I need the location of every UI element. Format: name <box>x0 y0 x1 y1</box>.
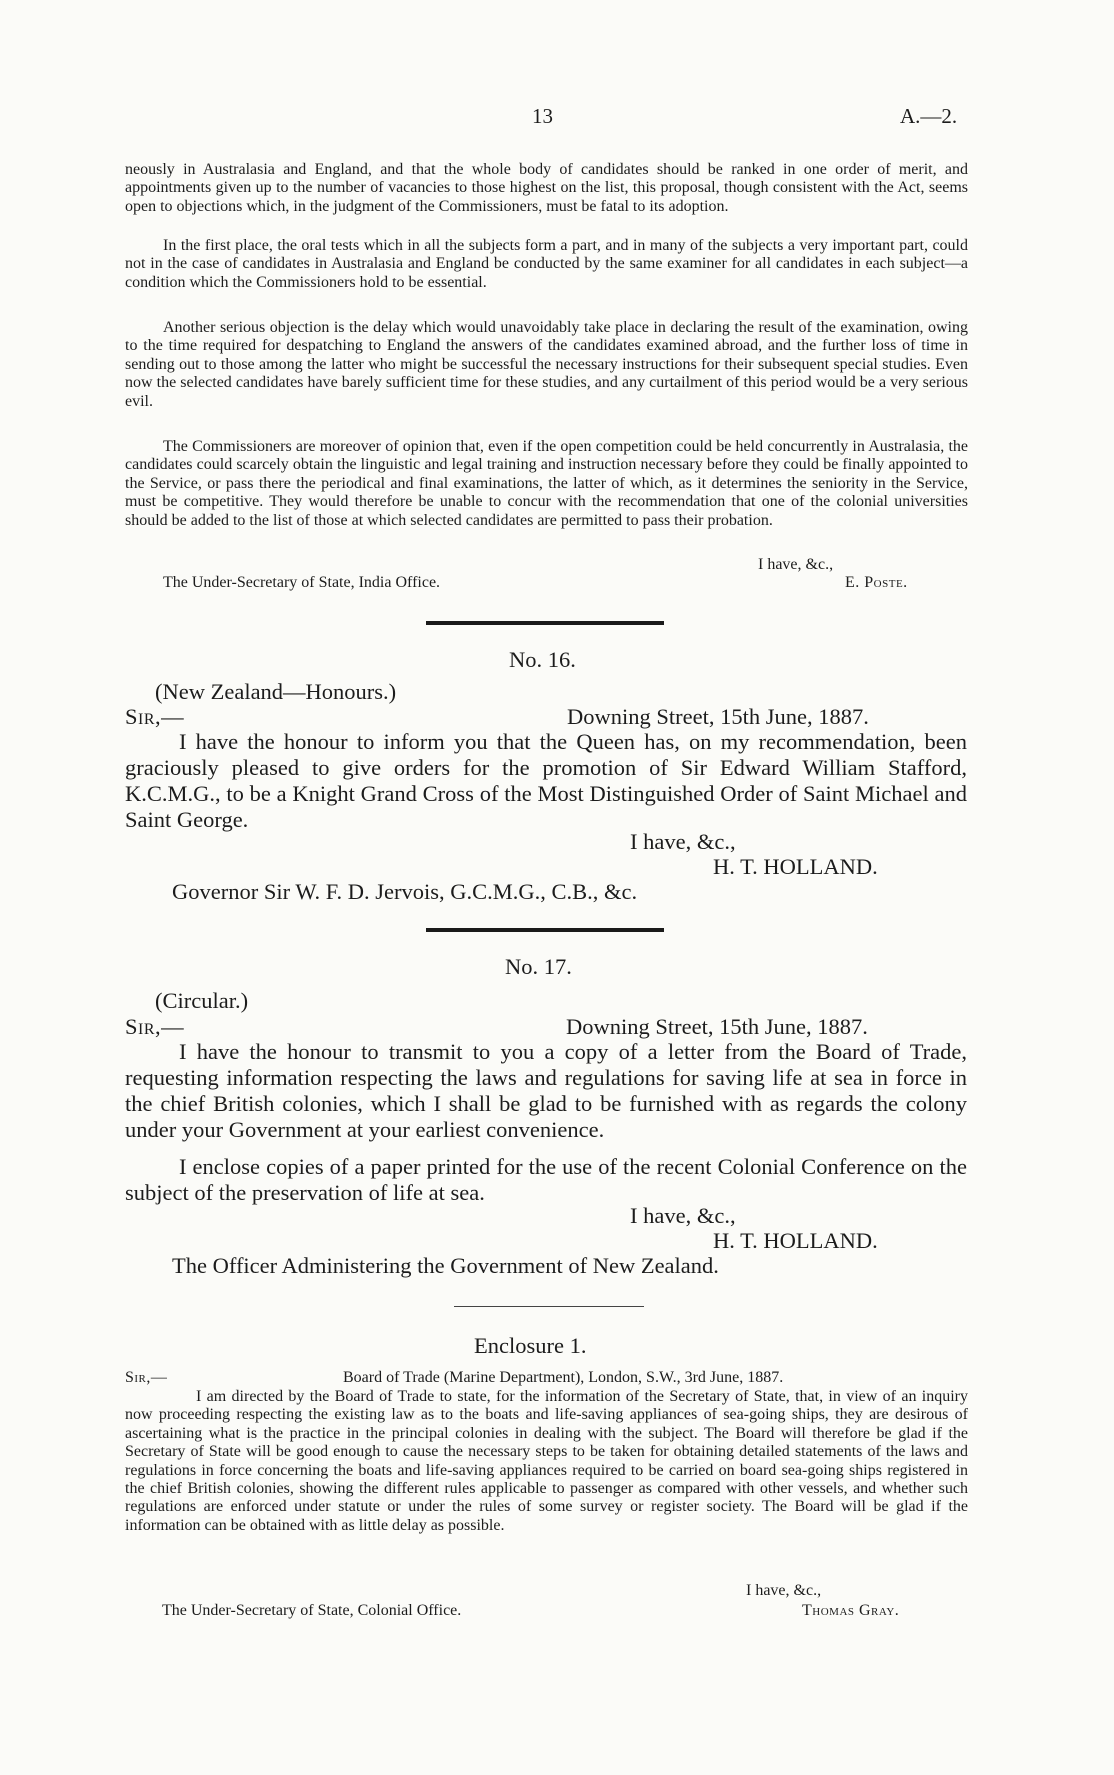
letter-16-number: No. 16. <box>509 647 576 672</box>
letter-17-addressee: The Officer Administering the Government of New Zealand. <box>172 1253 719 1278</box>
top-closing: I have, &c., <box>758 556 834 573</box>
enclosure-salutation: Sir,— <box>125 1369 168 1386</box>
letter-16-signature: H. T. HOLLAND. <box>713 854 878 879</box>
letter-17-body-2: I enclose copies of a paper printed for the use of the recent Colonial Conference on the subject of the preservation of life at sea. <box>125 1154 967 1205</box>
section-divider <box>426 621 664 625</box>
top-signature: E. Poste. <box>845 574 908 591</box>
letter-16-place-date: Downing Street, 15th June, 1887. <box>567 704 869 729</box>
letter-17-subject: (Circular.) <box>155 988 249 1013</box>
letter-16-salutation: Sir,— <box>125 704 185 729</box>
letter-17-salutation: Sir,— <box>125 1014 185 1039</box>
enclosure-closing: I have, &c., <box>746 1582 822 1599</box>
top-paragraph-2: In the first place, the oral tests which in all the subjects form a part, and in many of the subjects a very important part, could not in the case of candidates in Australasia and England be conducted by the same examiner for all candidates in each subject—a condition which the Commissioners hold to be essential. <box>125 237 968 291</box>
top-addressee: The Under-Secretary of State, India Office. <box>163 574 441 591</box>
enclosure-addressee: The Under-Secretary of State, Colonial Office. <box>162 1602 462 1619</box>
document-reference: A.—2. <box>900 104 958 128</box>
page-number: 13 <box>532 104 553 128</box>
letter-17-number: No. 17. <box>505 954 572 979</box>
top-paragraph-1: neously in Australasia and England, and that the whole body of candidates should be ranked in one order of merit, and appointments given up to the number of vacancies to those highest on the list, this proposal, though consistent with the Act, seems open to objections which, in the judgment of the Commissioners, must be fatal to its adoption. <box>125 161 968 215</box>
letter-17-place-date: Downing Street, 15th June, 1887. <box>566 1014 868 1039</box>
section-divider <box>454 1306 644 1307</box>
top-paragraph-3: Another serious objection is the delay which would unavoidably take place in declaring the result of the examination, owing to the time required for despatching to England the answers of the candidates examined abroad, and the further loss of time in sending out to those among the latter who might be successful the necessary instructions for their subsequent special studies. Even now the selected candidates have barely sufficient time for these studies, and any curtailment of this period would be a very serious evil. <box>125 319 968 410</box>
letter-16-addressee: Governor Sir W. F. D. Jervois, G.C.M.G., C.B., &c. <box>172 879 638 904</box>
enclosure-title: Enclosure 1. <box>474 1333 587 1358</box>
letter-16-closing: I have, &c., <box>630 829 736 854</box>
letter-17-body-1: I have the honour to transmit to you a copy of a letter from the Board of Trade, requesting information respecting the laws and regulations for saving life at sea in force in the chief British colonies, which I shall be glad to be furnished with as regards the colony under your Government at your earliest convenience. <box>125 1039 967 1142</box>
letter-17-signature: H. T. HOLLAND. <box>713 1228 878 1253</box>
section-divider <box>426 928 664 932</box>
letter-16-body: I have the honour to inform you that the Queen has, on my recommendation, been graciously pleased to give orders for the promotion of Sir Edward William Stafford, K.C.M.G., to be a Knight Grand Cross of the Most Distinguished Order of Saint Michael and Saint George. <box>125 729 967 832</box>
enclosure-place-date: Board of Trade (Marine Department), London, S.W., 3rd June, 1887. <box>343 1369 784 1386</box>
letter-16-subject: (New Zealand—Honours.) <box>155 679 397 704</box>
top-paragraph-4: The Commissioners are moreover of opinion that, even if the open competition could be held concurrently in Australasia, the candidates could scarcely obtain the linguistic and legal training and instruction necessary before they could be finally appointed to the Service, or pass there the periodical and final examinations, the latter of which, as it determines the seniority in the Service, must be competitive. They would therefore be unable to concur with the recommendation that one of the colonial universities should be added to the list of those at which selected candidates are permitted to pass their probation. <box>125 438 968 529</box>
enclosure-body: I am directed by the Board of Trade to state, for the information of the Secretary of State, that, in view of an inquiry now proceeding respecting the existing law as to the boats and life-saving appliances of sea-going ships, they are desirous of ascertaining what is the practice in the principal colonies in dealing with the subject. The Board will therefore be glad if the Secretary of State will be good enough to cause the necessary steps to be taken for obtaining detailed statements of the laws and regulations in force concerning the boats and life-saving appliances required to be carried on board sea-going ships registered in the chief British colonies, showing the different rules applicable to passenger as compared with other vessels, and whether such regulations are enforced under statute or under the rules of some survey or register society. The Board will be glad if the information can be obtained with as little delay as possible. <box>125 1388 968 1534</box>
letter-17-closing: I have, &c., <box>630 1203 736 1228</box>
enclosure-signature: Thomas Gray. <box>802 1602 900 1619</box>
